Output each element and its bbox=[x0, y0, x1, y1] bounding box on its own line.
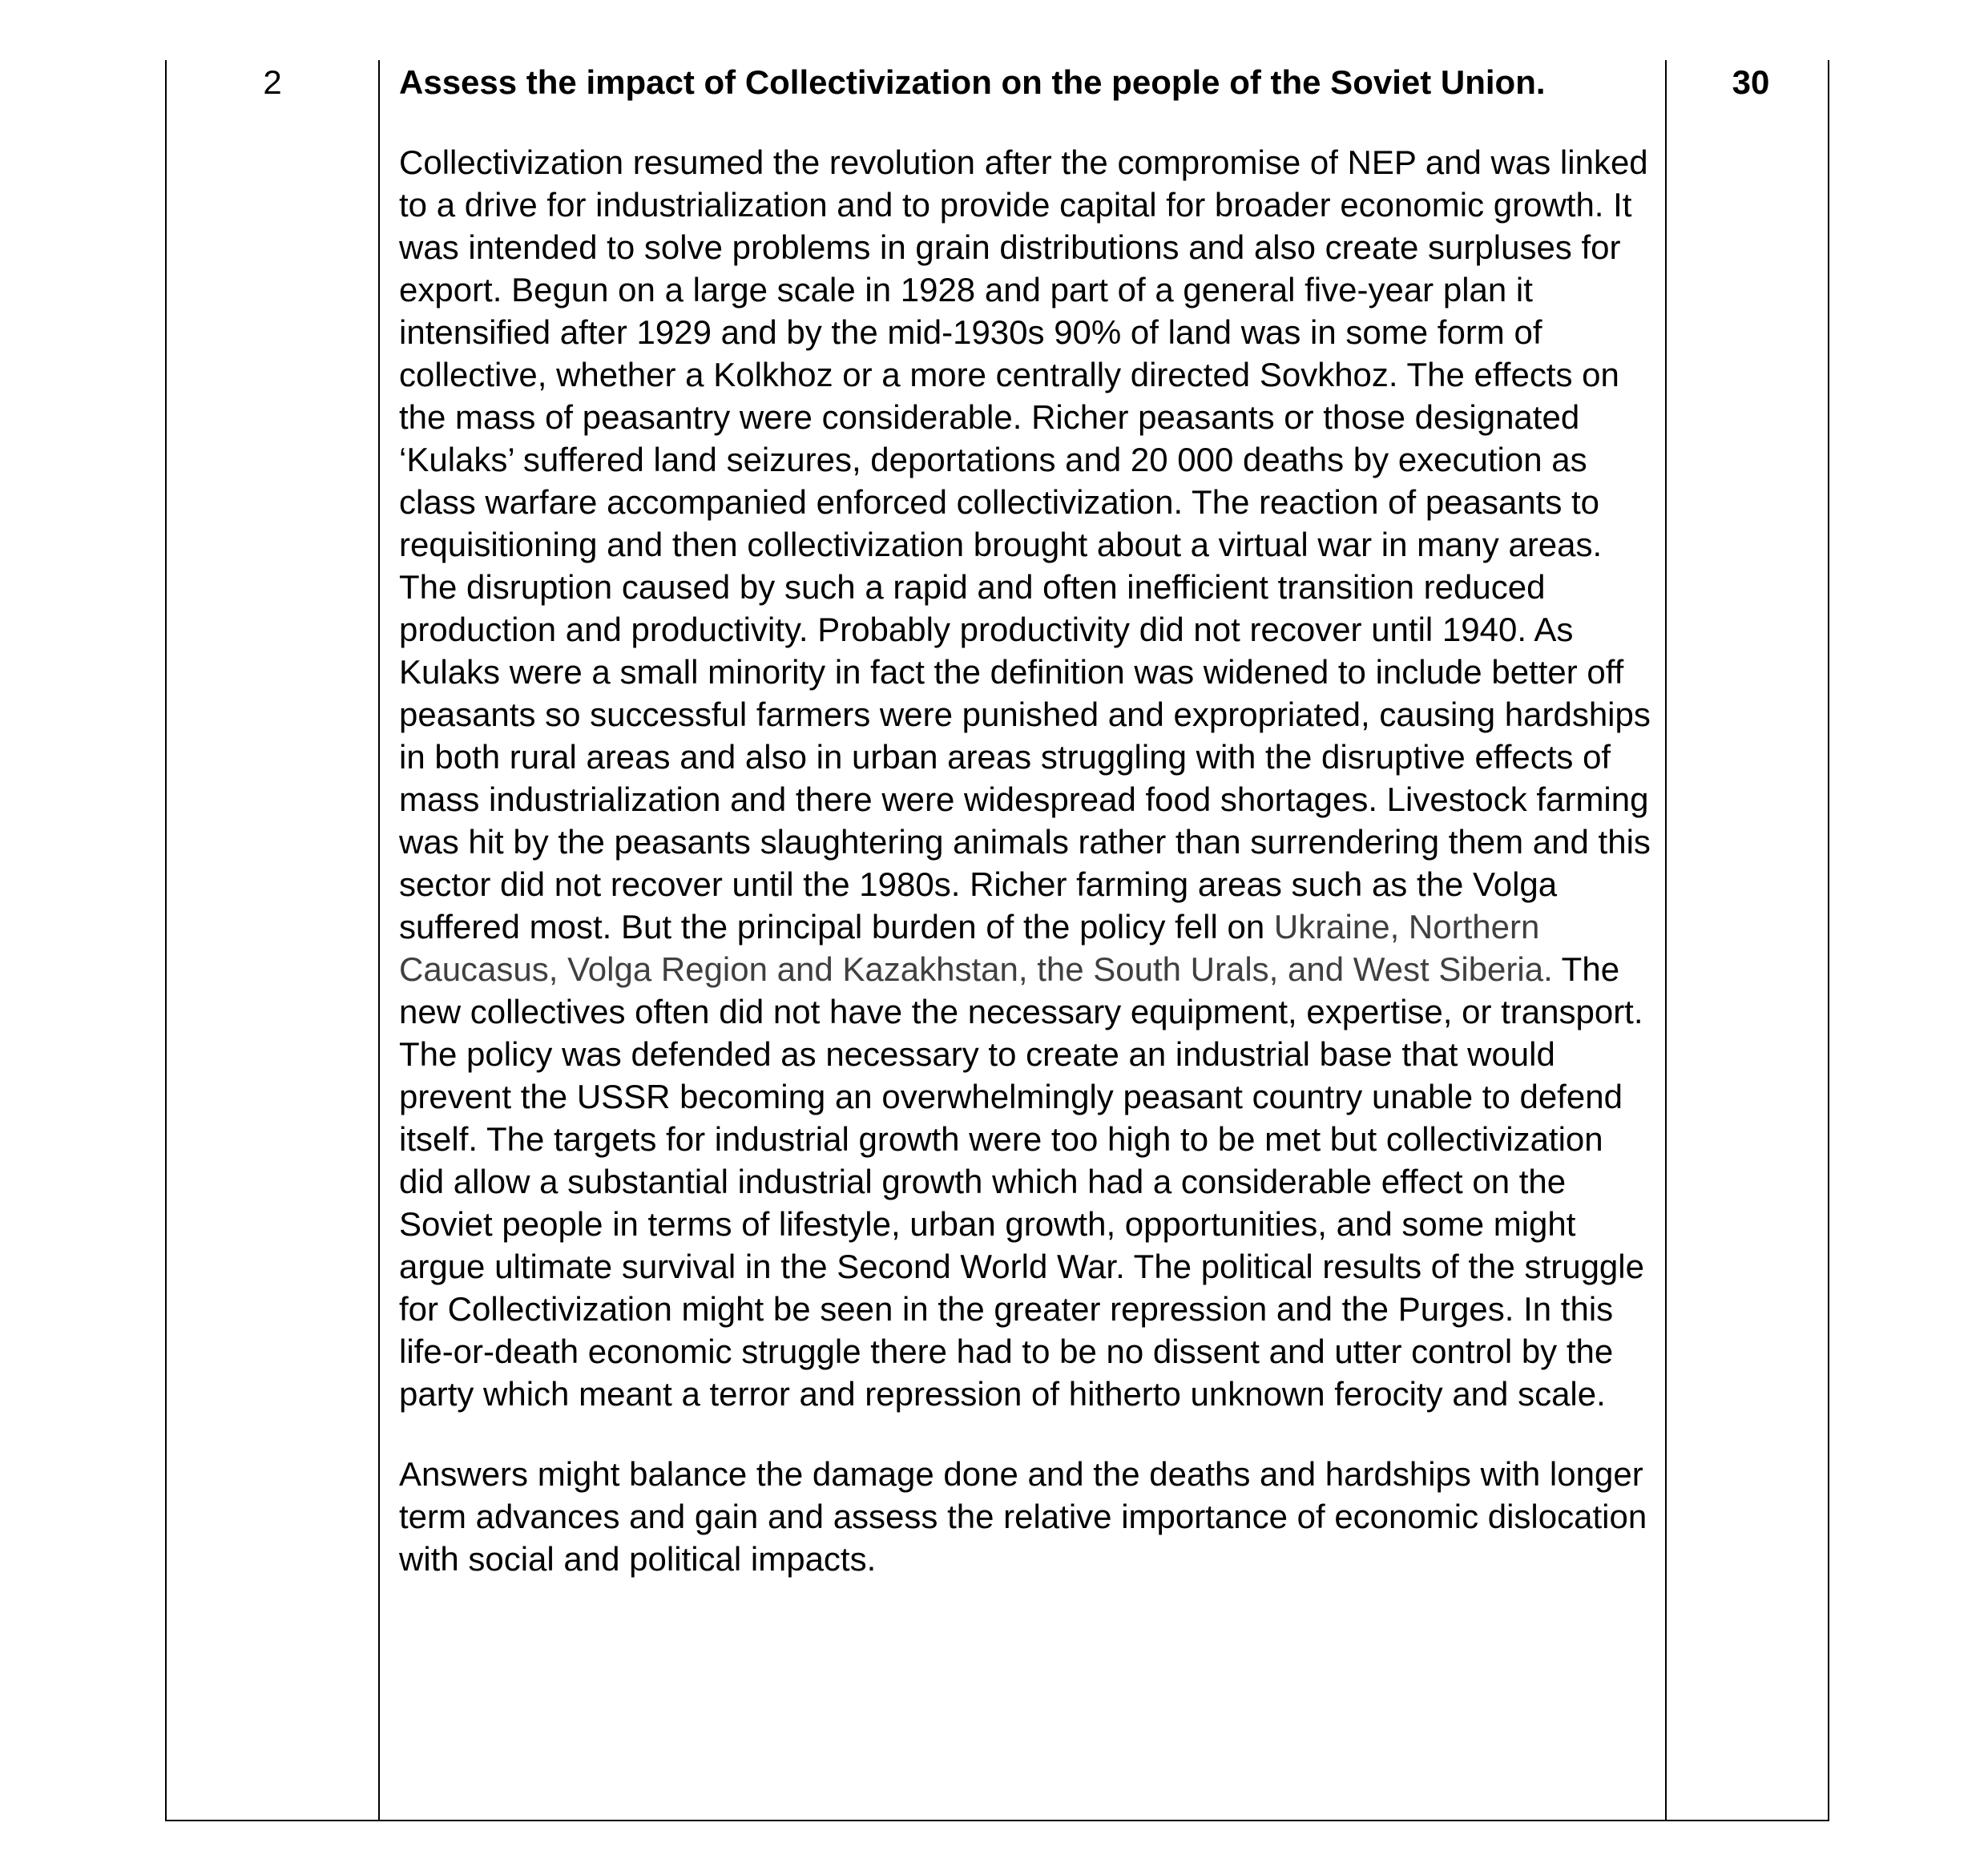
table-border-right bbox=[1828, 60, 1829, 1821]
question-number: 2 bbox=[263, 63, 282, 101]
answer-paragraph-1-continuation: The new collectives often did not have the necessary equipment, expertise, or transport. The policy was defended as necessary to create an industrial base that would prevent the USSR becoming an overwhelmingly peasant country unable to defend itself. The targets for industrial growth were too high to be met but collectivization did allow a substantial industrial growth which had a considerable effect on the Soviet people in terms of lifestyle, urban growth, opportunities, and some might argue ultimate survival in the Second World War. The political results of the struggle for Collectivization might be seen in the greater repression and the Purges. In this life-or-death economic struggle there had to be no dissent and utter control by the party which meant a terror and repression of hitherto unknown ferocity and scale. bbox=[399, 950, 1644, 1413]
answer-content bbox=[399, 61, 1657, 1580]
question-title: Assess the impact of Collectivization on the people of the Soviet Union. bbox=[399, 63, 1546, 101]
table-border-left bbox=[165, 60, 167, 1821]
answer-paragraph-1-text: Collectivization resumed the revolution after the compromise of NEP and was linked to a drive for industrialization and to provide capital for broader economic growth. It was intended to solve problems in grain distributions and also create surpluses for export. Begun on a large scale in 1928 and part of a general five-year plan it intensified after 1929 and by the mid-1930s 90% of land was in some form of collective, whether a Kolkhoz or a more centrally directed Sovkhoz. The effects on the mass of peasantry were considerable. Richer peasants or those designated ‘Kulaks’ suffered land seizures, deportations and 20 000 deaths by execution as class warfare accompanied enforced collectivization. The reaction of peasants to requisitioning and then collectivization brought about a virtual war in many areas. The disruption caused by such a rapid and often inefficient transition reduced production and productivity. Probably productivity did not recover until 1940. As Kulaks were a small minority in fact the definition was widened to include better off peasants so successful farmers were punished and expropriated, causing hardships in both rural areas and also in urban areas struggling with the disruptive effects of mass industrialization and there were widespread food shortages. Livestock farming was hit by the peasants slaughtering animals rather than surrendering them and this sector did not recover until the 1980s. Richer farming areas such as the Volga suffered most. But the principal burden of the policy fell on bbox=[399, 143, 1651, 946]
answer-paragraph-2: Answers might balance the damage done and the deaths and hardships with longer term advances and gain and assess the relative importance of economic dislocation with social and political impacts. bbox=[399, 1455, 1647, 1578]
answer-paragraph-1 bbox=[399, 141, 1657, 1415]
table-border-bottom bbox=[165, 1820, 1829, 1821]
question-marks: 30 bbox=[1732, 63, 1770, 101]
table-divider-marks bbox=[1665, 60, 1667, 1821]
answer-paragraph-1-regions: Ukraine, Northern Caucasus, Volga Region and Kazakhstan, the South Urals, and West Siberia. bbox=[399, 908, 1553, 988]
table-divider-number bbox=[378, 60, 380, 1821]
